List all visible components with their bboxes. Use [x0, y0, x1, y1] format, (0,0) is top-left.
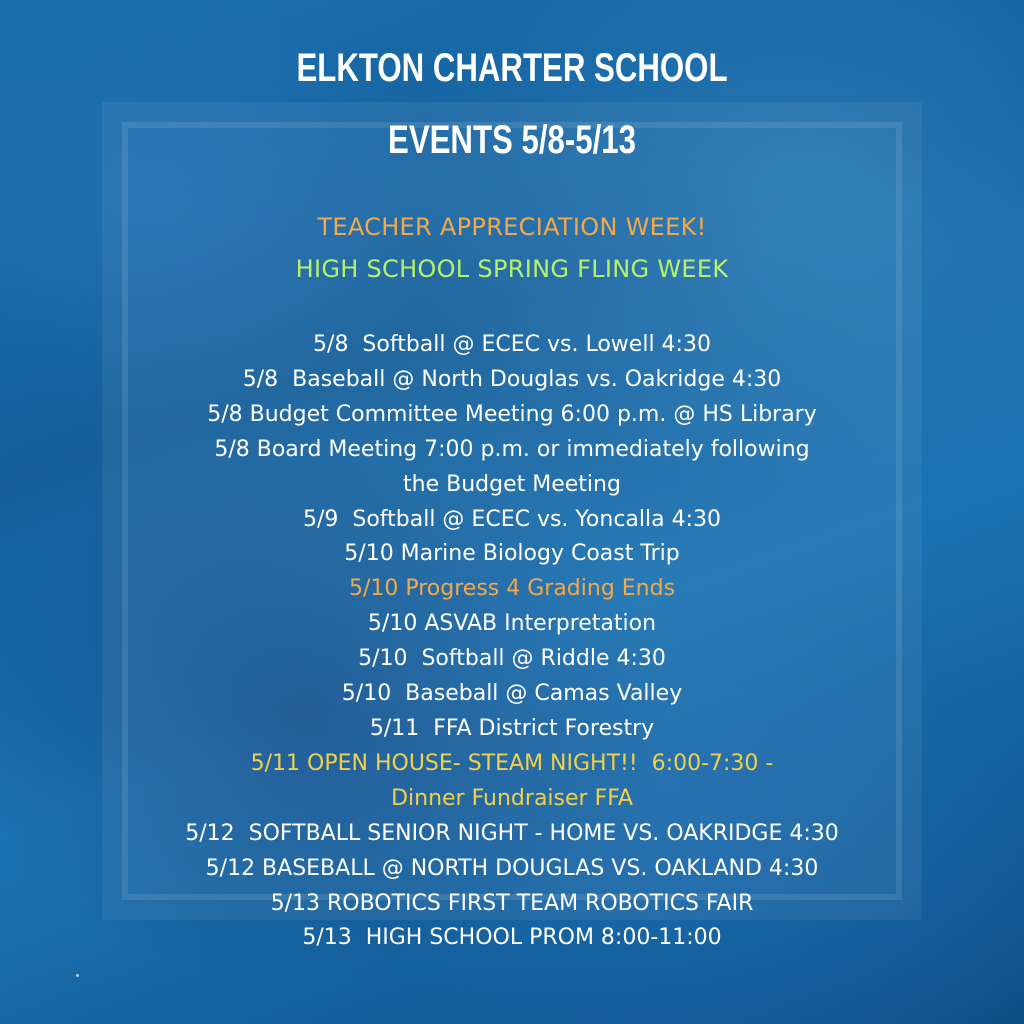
event-item: 5/8 Board Meeting 7:00 p.m. or immediately following	[214, 436, 810, 462]
background-speck	[76, 974, 79, 977]
event-item: 5/10 Softball @ Riddle 4:30	[358, 646, 666, 672]
event-item: 5/8 Baseball @ North Douglas vs. Oakridge 4:30	[242, 366, 782, 392]
teacher-appreciation-heading: TEACHER APPRECIATION WEEK!	[317, 213, 707, 241]
event-item: 5/13 ROBOTICS FIRST TEAM ROBOTICS FAIR	[270, 890, 754, 916]
event-item: 5/8 Softball @ ECEC vs. Lowell 4:30	[313, 332, 711, 357]
school-name-title: ELKTON CHARTER SCHOOL	[296, 46, 728, 90]
event-item: 5/9 Softball @ ECEC vs. Yoncalla 4:30	[302, 506, 722, 532]
event-item: 5/10 Baseball @ Camas Valley	[341, 681, 683, 707]
events-date-title: EVENTS 5/8-5/13	[388, 118, 636, 162]
event-list	[0, 328, 1024, 956]
event-item: 5/12 BASEBALL @ NORTH DOUGLAS VS. OAKLAND 4:30	[205, 855, 819, 881]
event-item-highlight: Dinner Fundraiser FFA	[391, 785, 633, 811]
event-item: 5/10 ASVAB Interpretation	[367, 611, 657, 637]
event-item-highlight: 5/10 Progress 4 Grading Ends	[348, 576, 676, 602]
event-item: 5/13 HIGH SCHOOL PROM 8:00-11:00	[302, 925, 722, 951]
spring-fling-heading: HIGH SCHOOL SPRING FLING WEEK	[295, 255, 729, 283]
event-item: the Budget Meeting	[403, 471, 621, 497]
event-item: 5/11 FFA District Forestry	[369, 715, 655, 741]
event-item-highlight: 5/11 OPEN HOUSE- STEAM NIGHT!! 6:00-7:30 -	[250, 750, 774, 776]
event-item: 5/12 SOFTBALL SENIOR NIGHT - HOME VS. OAKRIDGE 4:30	[185, 820, 839, 846]
event-item: 5/10 Marine Biology Coast Trip	[344, 541, 680, 567]
event-item: 5/8 Budget Committee Meeting 6:00 p.m. @ HS Library	[207, 401, 817, 427]
